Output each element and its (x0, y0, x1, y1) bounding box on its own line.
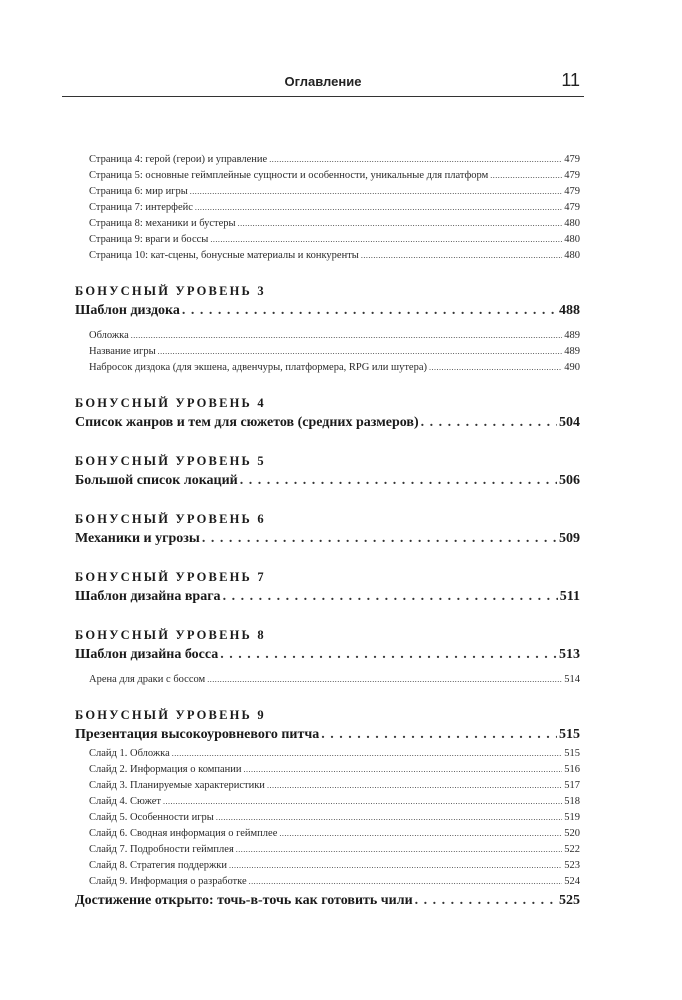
dot-leader (490, 168, 562, 184)
bonus-level-heading: БОНУСНЫЙ УРОВЕНЬ 3 (75, 284, 266, 298)
toc-item[interactable] (75, 842, 580, 858)
toc-chapter-page: 506 (559, 473, 580, 488)
toc-item-page: 517 (564, 780, 580, 791)
toc-item-title: Слайд 3. Планируемые характеристики (89, 780, 265, 791)
toc-item-title: Слайд 6. Сводная информация о геймплее (89, 828, 278, 839)
dot-leader (202, 528, 557, 550)
toc-chapter-page: 504 (559, 415, 580, 430)
dot-leader (210, 232, 562, 248)
toc-item[interactable] (75, 794, 580, 810)
toc-chapter-title: Шаблон дизайна врага (75, 589, 221, 604)
dot-leader (321, 724, 557, 746)
toc-item-title: Слайд 1. Обложка (89, 748, 170, 759)
toc-item-page: 479 (564, 202, 580, 213)
dot-leader (163, 794, 562, 810)
toc-item-title: Слайд 5. Особенности игры (89, 812, 214, 823)
toc-item-title: Страница 6: мир игры (89, 186, 188, 197)
toc-item[interactable] (75, 360, 580, 376)
toc-item-page: 480 (564, 218, 580, 229)
bonus-level-heading: БОНУСНЫЙ УРОВЕНЬ 4 (75, 396, 266, 410)
dot-leader (158, 344, 563, 360)
page-number: 11 (561, 70, 580, 90)
dot-leader (236, 842, 562, 858)
toc-chapter-page: 488 (559, 303, 580, 318)
toc-item-page: 480 (564, 250, 580, 261)
toc-item[interactable] (75, 778, 580, 794)
toc-chapter[interactable] (75, 644, 580, 666)
toc-chapter[interactable] (75, 724, 580, 746)
dot-leader (223, 586, 558, 608)
toc-item-page: 489 (564, 346, 580, 357)
toc-item-page: 523 (564, 860, 580, 871)
toc-item[interactable] (75, 874, 580, 890)
toc-item[interactable] (75, 232, 580, 248)
toc-item[interactable] (75, 200, 580, 216)
toc-item-page: 519 (564, 812, 580, 823)
dot-leader (182, 300, 557, 322)
dot-leader (267, 778, 562, 794)
toc-item[interactable] (75, 762, 580, 778)
toc-item-page: 515 (564, 748, 580, 759)
toc-item-title: Обложка (89, 330, 129, 341)
toc-chapter-title: Список жанров и тем для сюжетов (средних размеров) (75, 415, 419, 430)
bonus-level-heading: БОНУСНЫЙ УРОВЕНЬ 7 (75, 570, 266, 584)
toc-item[interactable] (75, 248, 580, 264)
toc-chapter-page: 513 (559, 647, 580, 662)
toc-item-page: 520 (564, 828, 580, 839)
toc-item-page: 524 (564, 876, 580, 887)
page-header (62, 70, 584, 98)
toc-item-title: Слайд 2. Информация о компании (89, 764, 242, 775)
toc-item[interactable] (75, 216, 580, 232)
dot-leader (216, 810, 562, 826)
toc-item-title: Слайд 8. Стратегия поддержки (89, 860, 227, 871)
toc-item-title: Страница 10: кат-сцены, бонусные материалы и конкуренты (89, 250, 359, 261)
dot-leader (190, 184, 562, 200)
dot-leader (361, 248, 562, 264)
toc-chapter-page: 525 (559, 893, 580, 908)
toc-item[interactable] (75, 858, 580, 874)
dot-leader (207, 672, 562, 688)
toc-item-page: 518 (564, 796, 580, 807)
dot-leader (229, 858, 562, 874)
bonus-level-heading: БОНУСНЫЙ УРОВЕНЬ 9 (75, 708, 266, 722)
toc-item-page: 479 (564, 186, 580, 197)
toc-item-title: Слайд 4. Сюжет (89, 796, 161, 807)
dot-leader (238, 216, 563, 232)
toc-chapter-final[interactable] (75, 890, 580, 912)
toc-item-title: Слайд 7. Подробности геймплея (89, 844, 234, 855)
toc-chapter-title: Большой список локаций (75, 473, 238, 488)
toc-item-title: Слайд 9. Информация о разработке (89, 876, 247, 887)
toc-chapter[interactable] (75, 586, 580, 608)
dot-leader (131, 328, 563, 344)
header-rule (62, 96, 584, 97)
toc-item-title: Арена для драки с боссом (89, 674, 206, 685)
toc-chapter-title: Презентация высокоуровневого питча (75, 727, 320, 742)
toc-item-title: Набросок диздока (для экшена, адвенчуры, платформера, RPG или шутера) (89, 362, 427, 373)
table-of-contents (75, 152, 580, 912)
bonus-level-heading: БОНУСНЫЙ УРОВЕНЬ 8 (75, 628, 266, 642)
toc-item-page: 490 (564, 362, 580, 373)
toc-item-title: Страница 9: враги и боссы (89, 234, 209, 245)
toc-item[interactable] (75, 328, 580, 344)
running-title: Оглавление (284, 74, 362, 89)
toc-item-title: Название игры (89, 346, 156, 357)
toc-item-page: 489 (564, 330, 580, 341)
toc-item-title: Страница 7: интерфейс (89, 202, 193, 213)
toc-item-title: Страница 4: герой (герои) и управление (89, 154, 268, 165)
dot-leader (249, 874, 563, 890)
toc-item[interactable] (75, 184, 580, 200)
toc-item[interactable] (75, 168, 580, 184)
toc-chapter[interactable] (75, 300, 580, 322)
bonus-level-heading: БОНУСНЫЙ УРОВЕНЬ 5 (75, 454, 266, 468)
toc-item[interactable] (75, 152, 580, 168)
dot-leader (195, 200, 562, 216)
toc-chapter[interactable] (75, 528, 580, 550)
dot-leader (415, 890, 557, 912)
toc-item[interactable] (75, 746, 580, 762)
toc-item-title: Страница 5: основные геймплейные сущности и особенности, уникальные для платформ (89, 170, 489, 181)
dot-leader (421, 412, 557, 434)
toc-item-page: 522 (564, 844, 580, 855)
dot-leader (220, 644, 557, 666)
dot-leader (244, 762, 563, 778)
toc-item-page: 514 (564, 674, 580, 685)
toc-chapter-page: 515 (559, 727, 580, 742)
dot-leader (269, 152, 562, 168)
toc-item[interactable] (75, 810, 580, 826)
toc-item-title: Страница 8: механики и бустеры (89, 218, 236, 229)
dot-leader (240, 470, 557, 492)
toc-chapter-page: 509 (559, 531, 580, 546)
dot-leader (429, 360, 562, 376)
toc-chapter[interactable] (75, 412, 580, 434)
toc-chapter-page: 511 (559, 589, 580, 604)
toc-item[interactable] (75, 672, 580, 688)
toc-chapter-title: Механики и угрозы (75, 531, 200, 546)
toc-item-page: 479 (564, 170, 580, 181)
toc-item-page: 479 (564, 154, 580, 165)
toc-item-page: 516 (564, 764, 580, 775)
toc-chapter-title: Достижение открыто: точь-в-точь как готовить чили (75, 893, 413, 908)
dot-leader (279, 826, 562, 842)
dot-leader (172, 746, 563, 762)
toc-item[interactable] (75, 344, 580, 360)
toc-chapter-title: Шаблон дизайна босса (75, 647, 219, 662)
bonus-level-heading: БОНУСНЫЙ УРОВЕНЬ 6 (75, 512, 266, 526)
toc-item-page: 480 (564, 234, 580, 245)
toc-chapter[interactable] (75, 470, 580, 492)
toc-chapter-title: Шаблон диздока (75, 303, 180, 318)
toc-item[interactable] (75, 826, 580, 842)
